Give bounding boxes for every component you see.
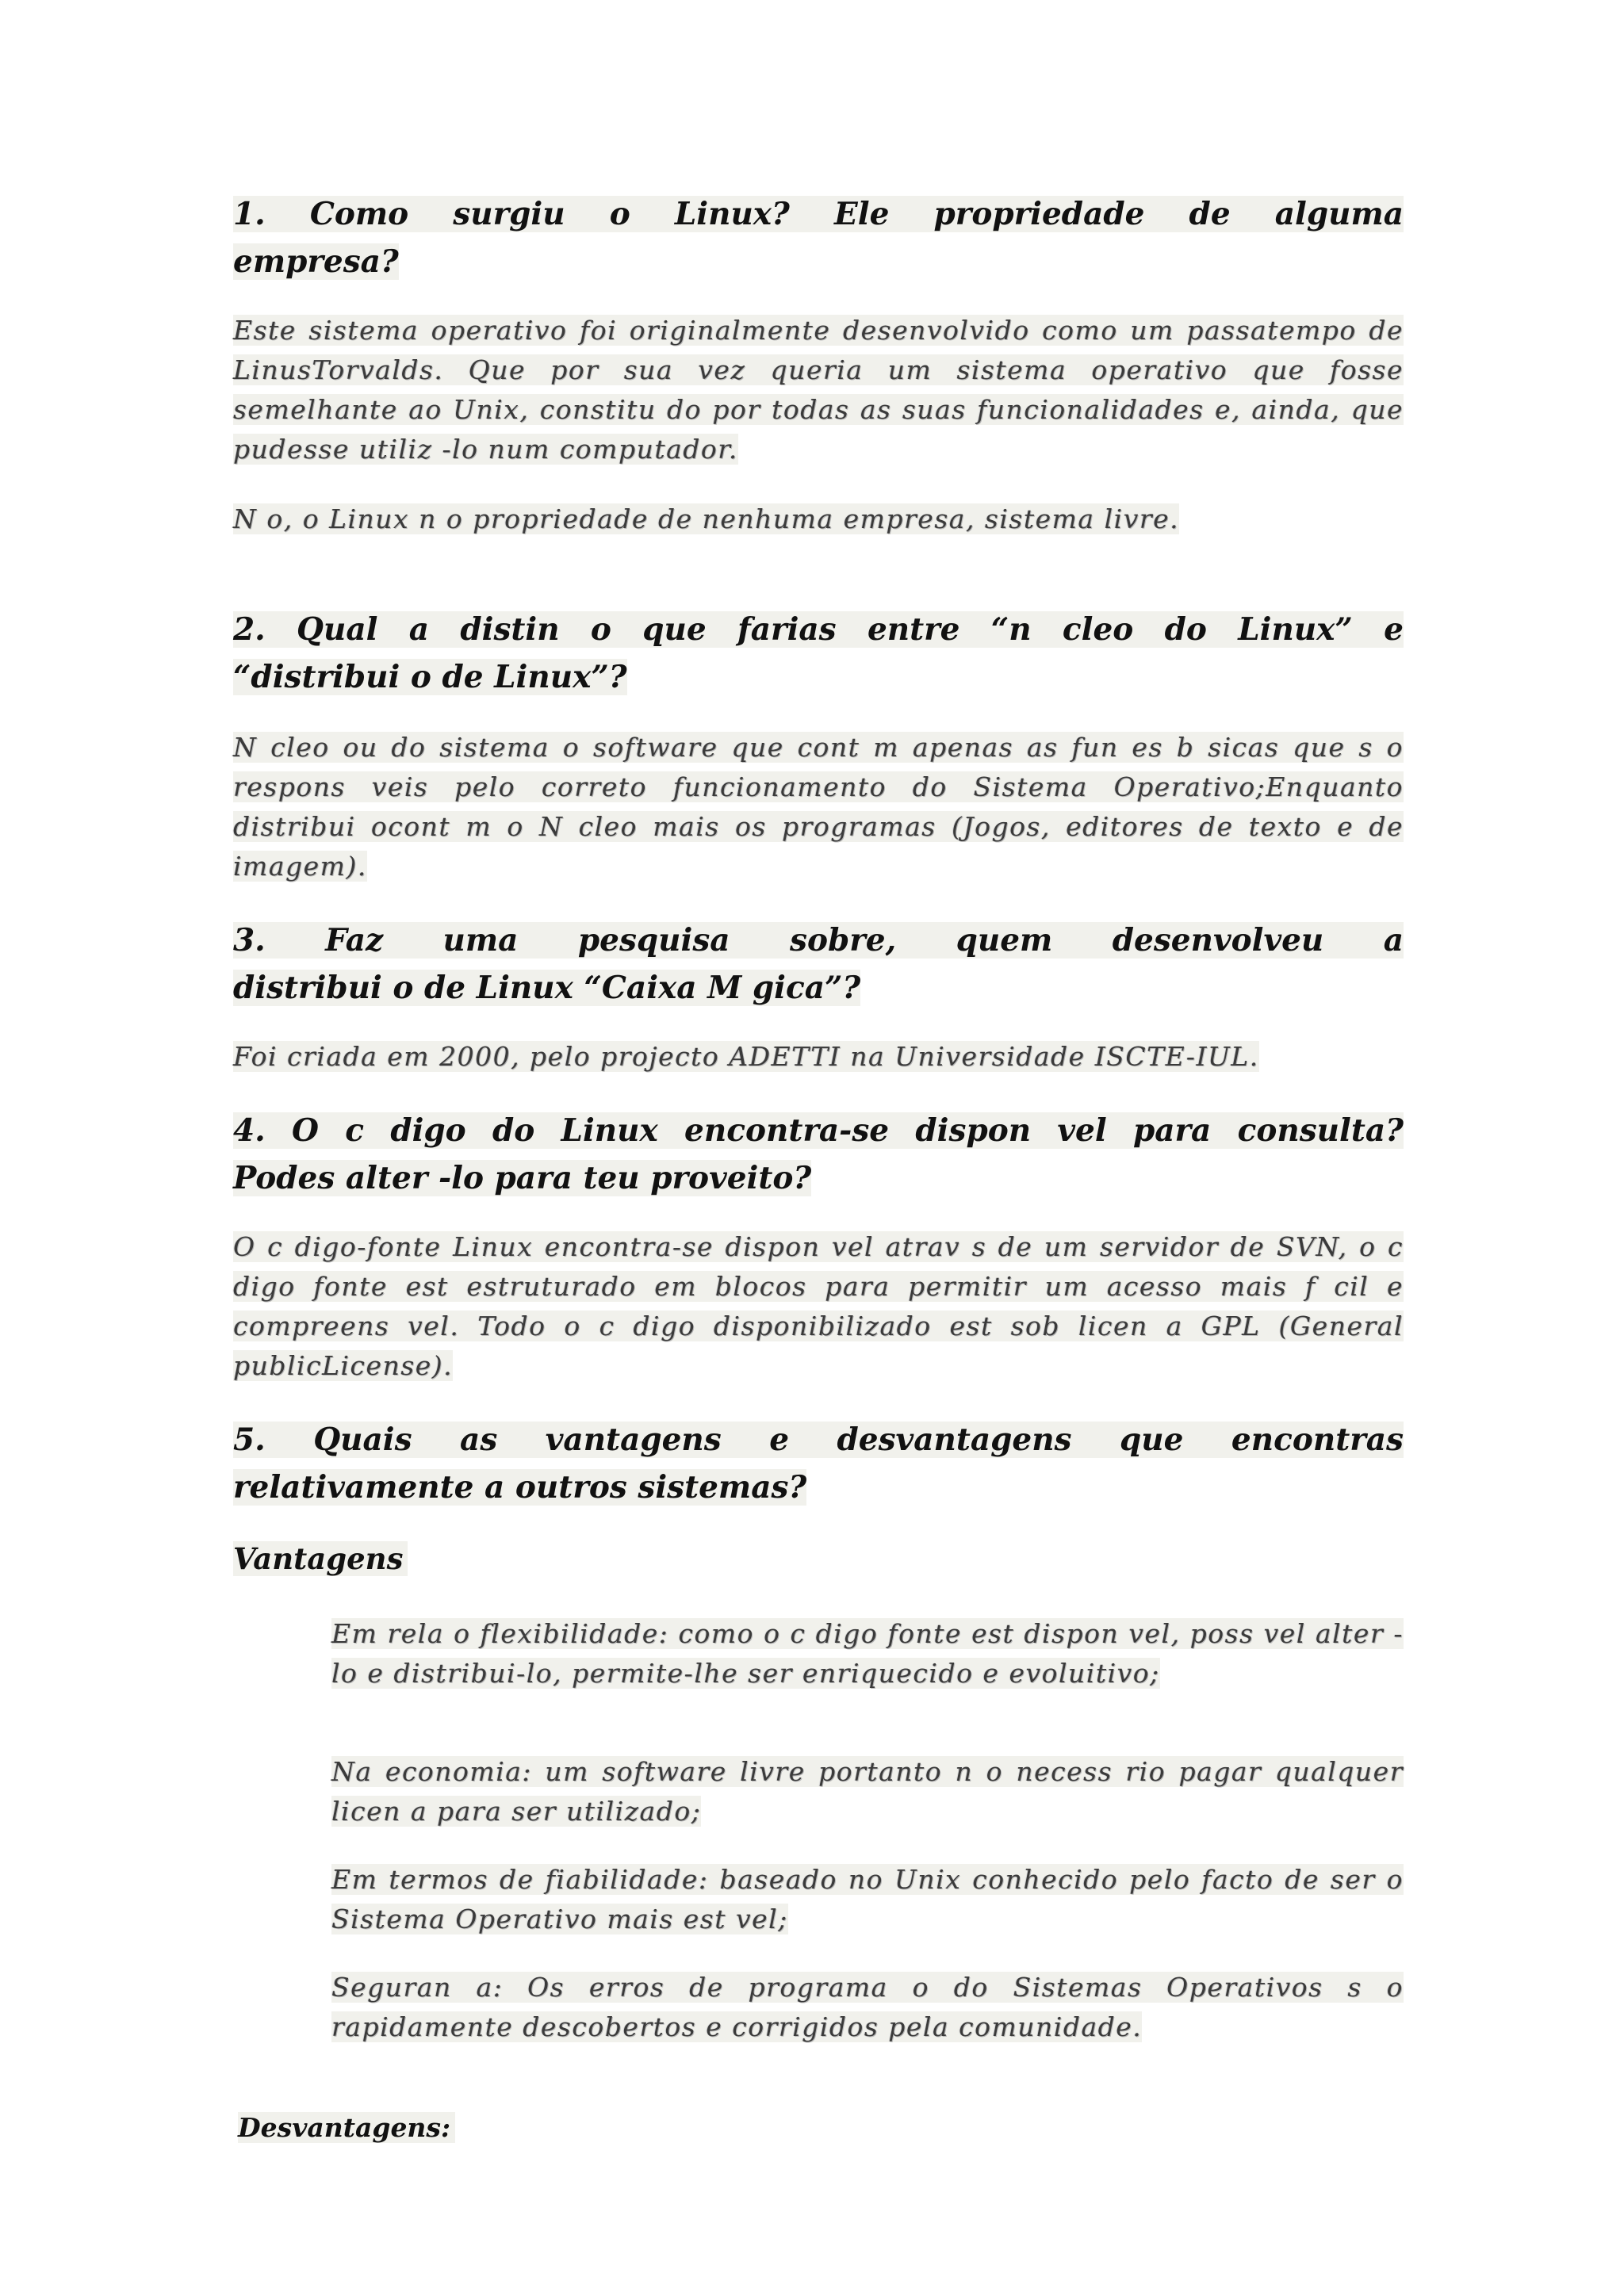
answer-4-text: O c digo-fonte Linux encontra-se dispon vel atrav s de um servidor de SVN, o c digo fonte est estruturado em blocos para permitir um acesso mais f cil e compreens vel. Todo o c digo disponibilizado est sob licen a GPL (General publicLicense). xyxy=(233,1231,1404,1381)
vantagem-item-2: Na economia: um software livre portanto n o necess rio pagar qualquer licen a para ser utilizado; xyxy=(331,1756,1404,1827)
question-5 xyxy=(233,1416,1404,1511)
answer-1-part-2-text: N o, o Linux n o propriedade de nenhuma empresa, sistema livre. xyxy=(233,503,1180,534)
answer-1-part-2 xyxy=(233,499,1404,539)
question-4-line-1: 4. O c digo do Linux encontra-se dispon vel para consulta? xyxy=(233,1112,1404,1149)
answer-4 xyxy=(233,1227,1404,1386)
answer-3-text: Foi criada em 2000, pelo projecto ADETTI na Universidade ISCTE-IUL. xyxy=(233,1041,1259,1072)
question-1-line-2: empresa? xyxy=(233,243,399,280)
question-5-line-2: relativamente a outros sistemas? xyxy=(233,1469,807,1506)
vantagens-heading: Vantagens xyxy=(233,1536,1404,1581)
vantagem-item-4: Seguran a: Os erros de programa o do Sistemas Operativos s o rapidamente descobertos e corrigidos pela comunidade. xyxy=(331,1972,1404,2042)
answer-1 xyxy=(233,311,1404,469)
answer-1-text: Este sistema operativo foi originalmente desenvolvido como um passatempo de LinusTorvalds. Que por sua vez queria um sistema operativo que fosse semelhante ao Unix, constitu do por todas as suas funcionalidades e, ainda, que pudesse utiliz -lo num computador. xyxy=(233,315,1404,465)
question-3-line-1: 3. Faz uma pesquisa sobre, quem desenvolveu a xyxy=(233,922,1404,959)
question-1 xyxy=(233,190,1404,285)
question-4-line-2: Podes alter -lo para teu proveito? xyxy=(233,1160,812,1196)
answer-3 xyxy=(233,1037,1404,1077)
question-4 xyxy=(233,1107,1404,1202)
question-2 xyxy=(233,606,1404,701)
answer-2-text: N cleo ou do sistema o software que cont m apenas as fun es b sicas que s o respons veis pelo correto funcionamento do Sistema Operativo;Enquanto distribui ocont m o N cleo mais os programas (Jogos, editores de texto e de imagem). xyxy=(233,732,1404,882)
question-1-line-1: 1. Como surgiu o Linux? Ele propriedade de alguma xyxy=(233,196,1404,232)
answer-2 xyxy=(233,728,1404,886)
question-5-line-1: 5. Quais as vantagens e desvantagens que encontras xyxy=(233,1422,1404,1458)
question-2-line-1: 2. Qual a distin o que farias entre “n cleo do Linux” e xyxy=(233,611,1404,648)
question-3 xyxy=(233,916,1404,1012)
vantagem-item-1: Em rela o flexibilidade: como o c digo fonte est dispon vel, poss vel alter -lo e distribui-lo, permite-lhe ser enriquecido e evoluitivo; xyxy=(331,1618,1404,1689)
vantagem-item-3: Em termos de fiabilidade: baseado no Unix conhecido pelo facto de ser o Sistema Operativo mais est vel; xyxy=(331,1864,1404,1934)
question-2-line-2: “distribui o de Linux”? xyxy=(233,659,627,695)
desvantagens-heading: Desvantagens: xyxy=(238,2106,1408,2150)
question-3-line-2: distribui o de Linux “Caixa M gica”? xyxy=(233,970,861,1006)
